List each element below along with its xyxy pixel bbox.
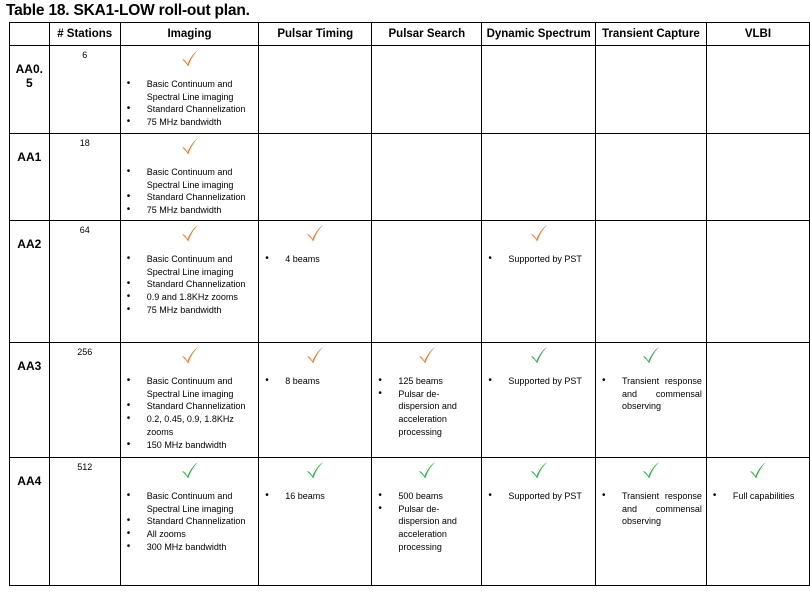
header-transient-capture: Transient Capture xyxy=(596,23,707,46)
list-item: • 8 beams xyxy=(259,375,371,388)
list-item: • Supported by PST xyxy=(482,253,595,266)
orange-check-icon xyxy=(180,136,200,156)
header-imaging: Imaging xyxy=(120,23,258,46)
list-item: • Basic Continuum and Spectral Line imaging xyxy=(121,490,258,515)
green-check-icon xyxy=(641,345,661,365)
imaging-cell xyxy=(120,134,258,221)
imaging-list xyxy=(121,253,258,317)
stations-cell: 6 xyxy=(49,46,120,134)
list-item: • Pulsar de-dispersion and acceleration processing xyxy=(372,503,481,554)
dynamic-spectrum-list xyxy=(482,253,595,266)
list-item: • 75 MHz bandwidth xyxy=(121,304,258,317)
list-item: • 4 beams xyxy=(259,253,371,266)
dynamic-spectrum-list xyxy=(482,375,595,388)
vlbi-cell xyxy=(706,134,809,221)
stations-cell: 18 xyxy=(49,134,120,221)
list-item: • Basic Continuum and Spectral Line imaging xyxy=(121,166,258,191)
header-row xyxy=(10,23,810,46)
list-item: • Standard Channelization xyxy=(121,515,258,528)
dynamic-spectrum-cell xyxy=(482,343,596,458)
list-item: • 0.9 and 1.8KHz zooms xyxy=(121,291,258,304)
pulsar-timing-list xyxy=(259,375,371,388)
pulsar-search-list xyxy=(372,375,481,439)
vlbi-cell xyxy=(706,343,809,458)
imaging-list xyxy=(121,490,258,554)
header-stations: # Stations xyxy=(49,23,120,46)
row-label: AA0. 5 xyxy=(10,46,50,134)
imaging-list xyxy=(121,166,258,217)
list-item: • Basic Continuum and Spectral Line imaging xyxy=(121,375,258,400)
pulsar-timing-cell xyxy=(259,458,372,586)
list-item: • Standard Channelization xyxy=(121,103,258,116)
pulsar-timing-list xyxy=(259,490,371,503)
header-pulsar-timing: Pulsar Timing xyxy=(259,23,372,46)
pulsar-timing-cell xyxy=(259,221,372,343)
green-check-icon xyxy=(529,345,549,365)
list-item: • 0.2, 0.45, 0.9, 1.8KHz zooms xyxy=(121,413,258,438)
row-label: AA2 xyxy=(10,221,50,343)
transient-capture-cell xyxy=(596,458,707,586)
list-item: • 500 beams xyxy=(372,490,481,503)
row-label: AA3 xyxy=(10,343,50,458)
table-row xyxy=(10,458,810,586)
orange-check-icon xyxy=(305,345,325,365)
pulsar-search-cell xyxy=(372,343,482,458)
header-pulsar-search: Pulsar Search xyxy=(372,23,482,46)
green-check-icon xyxy=(417,460,437,480)
list-item: • Full capabilities xyxy=(707,490,809,503)
stations-cell: 256 xyxy=(49,343,120,458)
header-vlbi: VLBI xyxy=(706,23,809,46)
list-item: • Standard Channelization xyxy=(121,400,258,413)
pulsar-timing-cell xyxy=(259,134,372,221)
orange-check-icon xyxy=(305,223,325,243)
pulsar-timing-list xyxy=(259,253,371,266)
vlbi-cell xyxy=(706,221,809,343)
green-check-icon xyxy=(305,460,325,480)
vlbi-list xyxy=(707,490,809,503)
pulsar-search-cell xyxy=(372,221,482,343)
list-item: • 16 beams xyxy=(259,490,371,503)
list-item: • 75 MHz bandwidth xyxy=(121,204,258,217)
dynamic-spectrum-list xyxy=(482,490,595,503)
orange-check-icon xyxy=(529,223,549,243)
pulsar-search-list xyxy=(372,490,481,554)
list-item: • Basic Continuum and Spectral Line imaging xyxy=(121,253,258,278)
transient-capture-cell xyxy=(596,221,707,343)
imaging-cell xyxy=(120,458,258,586)
vlbi-cell xyxy=(706,458,809,586)
imaging-list xyxy=(121,78,258,129)
list-item: • Basic Continuum and Spectral Line imaging xyxy=(121,78,258,103)
pulsar-search-cell xyxy=(372,458,482,586)
header-row-label xyxy=(10,23,50,46)
list-item: • 125 beams xyxy=(372,375,481,388)
dynamic-spectrum-cell xyxy=(482,134,596,221)
list-item: • Standard Channelization xyxy=(121,191,258,204)
green-check-icon xyxy=(529,460,549,480)
vlbi-cell xyxy=(706,46,809,134)
transient-capture-cell xyxy=(596,134,707,221)
pulsar-search-cell xyxy=(372,134,482,221)
transient-capture-list xyxy=(596,490,706,528)
imaging-list xyxy=(121,375,258,451)
orange-check-icon xyxy=(180,223,200,243)
list-item: • Supported by PST xyxy=(482,375,595,388)
stations-cell: 512 xyxy=(49,458,120,586)
transient-capture-cell xyxy=(596,343,707,458)
list-item: • Standard Channelization xyxy=(121,278,258,291)
pulsar-timing-cell xyxy=(259,46,372,134)
list-item: • 150 MHz bandwidth xyxy=(121,439,258,452)
orange-check-icon xyxy=(180,48,200,68)
table-row xyxy=(10,343,810,458)
pulsar-search-cell xyxy=(372,46,482,134)
row-label: AA1 xyxy=(10,134,50,221)
orange-check-icon xyxy=(180,345,200,365)
table-row xyxy=(10,46,810,134)
table-row xyxy=(10,221,810,343)
imaging-cell xyxy=(120,221,258,343)
table-title: Table 18. SKA1-LOW roll-out plan. xyxy=(6,2,250,19)
dynamic-spectrum-cell xyxy=(482,458,596,586)
transient-capture-cell xyxy=(596,46,707,134)
green-check-icon xyxy=(748,460,768,480)
list-item: • 300 MHz bandwidth xyxy=(121,541,258,554)
pulsar-timing-cell xyxy=(259,343,372,458)
imaging-cell xyxy=(120,46,258,134)
green-check-icon xyxy=(641,460,661,480)
list-item: • All zooms xyxy=(121,528,258,541)
table-row xyxy=(10,134,810,221)
list-item: • Transient response and commensal observing xyxy=(596,490,706,528)
list-item: • Pulsar de-dispersion and acceleration processing xyxy=(372,388,481,439)
green-check-icon xyxy=(180,460,200,480)
imaging-cell xyxy=(120,343,258,458)
orange-check-icon xyxy=(417,345,437,365)
dynamic-spectrum-cell xyxy=(482,221,596,343)
stations-cell: 64 xyxy=(49,221,120,343)
transient-capture-list xyxy=(596,375,706,413)
list-item: • Transient response and commensal observing xyxy=(596,375,706,413)
list-item: • 75 MHz bandwidth xyxy=(121,116,258,129)
rollout-table xyxy=(9,22,810,586)
header-dynamic-spectrum: Dynamic Spectrum xyxy=(482,23,596,46)
row-label: AA4 xyxy=(10,458,50,586)
dynamic-spectrum-cell xyxy=(482,46,596,134)
list-item: • Supported by PST xyxy=(482,490,595,503)
